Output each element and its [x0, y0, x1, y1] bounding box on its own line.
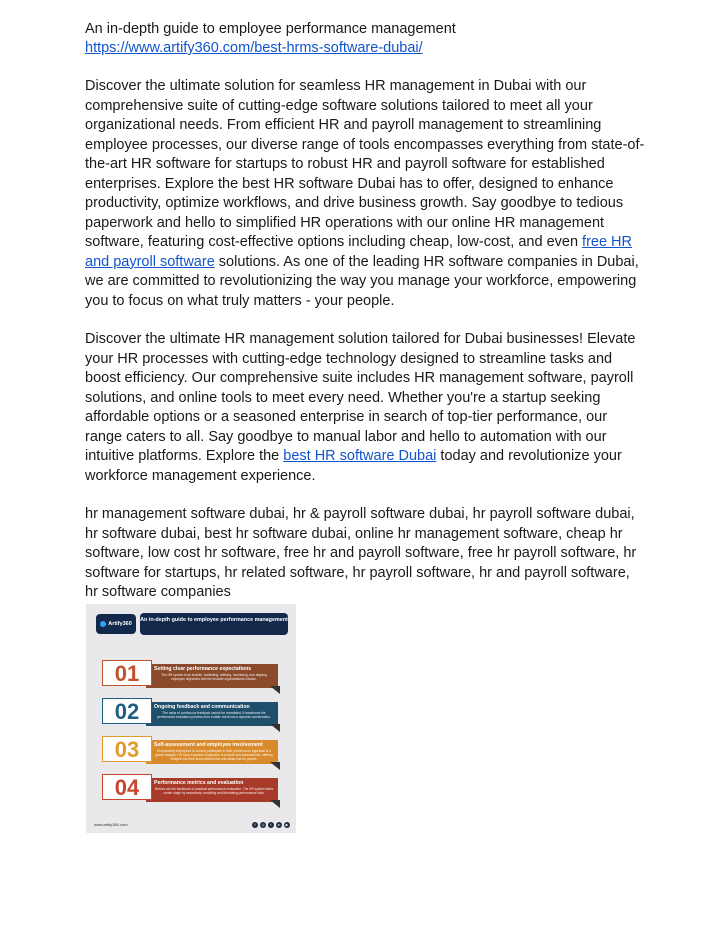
- step-1-desc: The HR system is an enabler, facilitating, defining, monitoring, and aligning employee objectives with the broader organizational mission.: [161, 673, 267, 681]
- step-2: [102, 698, 280, 730]
- facebook-icon: f: [252, 822, 258, 828]
- doc-url-link[interactable]: https://www.artify360.com/best-hrms-software-dubai/: [85, 40, 423, 56]
- document: [85, 20, 645, 603]
- step-1-fold: [270, 686, 280, 694]
- step-1: [102, 660, 280, 692]
- logo-text: Artify360: [108, 621, 132, 627]
- paragraph-2: [85, 330, 645, 486]
- step-3-title: Self-assessment and employee involvement: [154, 742, 263, 748]
- infographic-footer: [94, 822, 290, 830]
- infographic-title: An in-depth guide to employee performance management: [140, 613, 288, 635]
- artify-logo: [96, 614, 136, 634]
- step-2-desc: The value of continuous feedback cannot be overstated. It transforms the performance evaluation process from a static event into a dynamic conversation.: [157, 711, 271, 719]
- doc-title: An in-depth guide to employee performance management: [85, 21, 456, 37]
- paragraph-1-text-b: solutions. As one of the leading HR software companies in Dubai, we are committed to revolutionizing the way you manage your workforce, empowering you to focus on what truly matters - your people.: [85, 253, 639, 309]
- step-4-band: [146, 778, 278, 802]
- step-2-fold: [270, 724, 280, 732]
- youtube-icon: ▶: [285, 823, 289, 827]
- step-4-desc: Metrics are the backbone of practical performance evaluation. The HR system takes center stage by seamlessly compiling and illustrating performance data.: [154, 787, 274, 795]
- step-1-number: 01: [102, 660, 152, 686]
- social-icons: [252, 822, 290, 828]
- step-4-title: Performance metrics and evaluation: [154, 780, 244, 786]
- step-2-title: Ongoing feedback and communication: [154, 704, 250, 710]
- keywords-paragraph: hr management software dubai, hr & payroll software dubai, hr payroll software dubai, hr software dubai, best hr software dubai, online hr management software, cheap hr software, low cost hr software, free hr and payroll software, free hr payroll software, hr software for startups, hr related software, hr payroll software, hr and payroll software, hr software companies: [85, 506, 637, 600]
- step-4-fold: [270, 800, 280, 808]
- step-3-desc: Empowering employees to actively participate in their performance appraisal is a game changer. HR tools empower employees to provide self-assessments, offering insights into their accomplishments and areas ripe for growth.: [155, 749, 273, 761]
- step-3-band: [146, 740, 278, 764]
- paragraph-2-text-b: today and revolutionize your workforce management experience.: [85, 448, 622, 484]
- paragraph-2-text-a: Discover the ultimate HR management solution tailored for Dubai businesses! Elevate your HR processes with cutting-edge technology designed to streamline tasks and boost efficiency. Our comprehensive suite includes HR management software, payroll solutions, and online tools to meet every need. Whether you're a startup seeking affordable options or a seasoned enterprise in search of top-tier performance, our range caters to all. Say goodbye to manual labor and hello to automation with our intuitive platforms. Explore the: [85, 331, 636, 464]
- step-2-number: 02: [102, 698, 152, 724]
- best-hr-software-dubai-link[interactable]: best HR software Dubai: [283, 448, 437, 464]
- step-3: [102, 736, 280, 768]
- free-hr-payroll-link[interactable]: free HR and payroll software: [85, 234, 633, 270]
- infographic-header: [96, 613, 286, 635]
- step-3-number: 03: [102, 736, 152, 762]
- step-2-band: [146, 702, 278, 726]
- step-3-fold: [270, 762, 280, 770]
- paragraph-1-text-a: Discover the ultimate solution for seamless HR management in Dubai with our comprehensive suite of cutting-edge software solutions tailored to meet all your organizational needs. From efficient HR and payroll management to streamlining employee processes, our diverse range of tools encompasses everything from state-of-the-art HR software for startups to robust HR and payroll software for established enterprises. Explore the best HR software Dubai has to offer, designed to enhance productivity, optimize workflows, and drive business growth. Say goodbye to tedious paperwork and hello to simplified HR operations with our online HR management software, featuring cost-effective options including cheap, low-cost, and even: [85, 78, 645, 250]
- infographic-image: [86, 604, 296, 833]
- logo-dot-icon: [100, 621, 106, 627]
- linkedin-icon: in: [277, 823, 281, 827]
- step-1-band: [146, 664, 278, 688]
- twitter-icon: t: [268, 822, 274, 828]
- paragraph-1: [85, 77, 645, 311]
- instagram-icon: ◎: [261, 823, 265, 827]
- footer-url: www.artify360.com: [94, 822, 128, 827]
- step-4-number: 04: [102, 774, 152, 800]
- step-1-title: Setting clear performance expectations: [154, 666, 252, 672]
- step-4: [102, 774, 280, 806]
